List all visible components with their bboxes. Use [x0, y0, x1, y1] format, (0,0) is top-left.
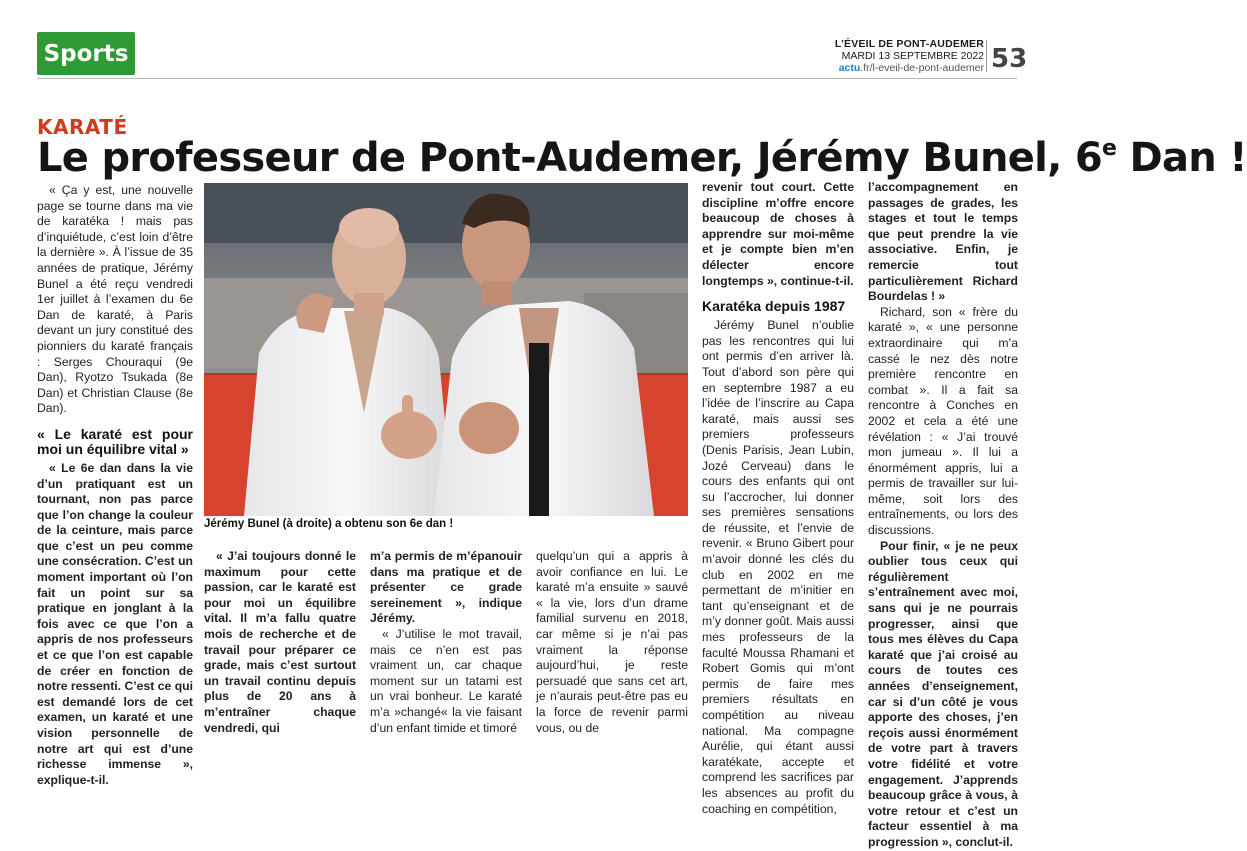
newspaper-header — [835, 38, 984, 74]
article-column-5 — [702, 180, 854, 817]
karate-photo-image — [204, 183, 688, 516]
top-rule — [37, 78, 1017, 79]
column-3-paragraph-1: m’a permis de m’épanouir dans ma pratique et de présenter ce grade sereinement », indique Jérémy. — [370, 549, 522, 626]
newspaper-site[interactable] — [835, 62, 984, 74]
site-path: .fr/l-eveil-de-pont-audemer — [860, 62, 984, 74]
article-column-1 — [37, 183, 193, 788]
header-divider — [986, 40, 987, 72]
headline-superscript: e — [1102, 136, 1117, 161]
article-column-3 — [370, 549, 522, 736]
section-label: Sports — [43, 40, 129, 67]
headline-main: Le professeur de Pont-Audemer, Jérémy Bunel, 6 — [37, 135, 1103, 181]
article-column-2 — [204, 549, 356, 736]
newspaper-name: L’ÉVEIL DE PONT-AUDEMER — [834, 38, 984, 50]
article-column-6 — [868, 180, 1018, 851]
column-5-paragraph-1: revenir tout court. Cette discipline m’offre encore beaucoup de choses à apprendre sur moi-même et je compte bien m’en délecter encore longtemps », continue-t-il. — [702, 180, 854, 288]
column-5-paragraph-2: Jérémy Bunel n’oublie pas les rencontres qui lui ont permis d’en arriver là. Tout d’abord son père qui en septembre 1987 a eu l’idée de l’inscrire au Capa karaté, mais aussi ses premiers professeurs (Denis Parisis, Jean Lubin, Jozé Cerveau) dans le cours des enfants qui ont su l’accrocher, lui donner ses premières sensations de réussite, et l’envie de revenir. « Bruno Gibert pour m’avoir donné les clés du club en 2002 en me permettant de m’initier en tant qu’enseignant et de m’y donner goût. Mais aussi mes professeurs de la faculté Moussa Rhamani et Robert Gomis qui m’ont permis de faire mes premiers résultats en compétition au niveau national. Ma compagne Aurélie, qui étant aussi karatékate, accepte et comprend les sacrifices par les absences au profit du coaching en compétition, — [702, 318, 854, 816]
column-6-paragraph-2: Richard, son « frère du karaté », « une personne extraordinaire qui m’a cassé le nez dès notre première rencontre en combat ». Il a fait sa rencontre à Conches en 2002 et cela a été une révélation : « J’ai trouvé mon jumeau ». Il lui a énormément appris, lui a permis de travailler sur lui-même, soit lors des entraînements, ou lors des discussions. — [868, 304, 1018, 538]
section-badge — [37, 32, 135, 75]
article-photo — [204, 183, 688, 516]
quote-paragraph: « Le 6e dan dans la vie d’un pratiquant est un tournant, non pas parce que l’on change la couleur de la ceinture, mais parce que c’est un peu comme une consécration. C’est un moment important où l’on fait un point sur sa pratique en jonglant à la fois avec ce que l’on a appris de nos professeurs et ce que l’on est capable de créer en fonction de notre ressenti. C’est ce qui est demandé lors de cet examen, un karaté et une vision personnelle de notre art qui est d’une richesse immense », explique-t-il. — [37, 460, 193, 787]
column-6-paragraph-1: l’accompagnement en passages de grades, les stages et tout le temps que peut prendre la vie associative. Enfin, je remercie tout particulièrement Richard Bourdelas ! » — [868, 180, 1018, 304]
column-6-paragraph-3: Pour finir, « je ne peux oublier tous ceux qui régulièrement s’entraînement avec moi, sans qui je ne pourrais progresser, ainsi que tous mes élèves du Capa karaté que j’ai croisé au cours de toutes ces années d’enseignement, car si d’un côté je vous apporte des choses, j’en reçois aussi énormément de votre part à travers votre fidélité et votre engagement. J’apprends beaucoup grâce à vous, à votre retour et c’est un facteur essentiel à ma progression », conclut-il. — [868, 538, 1018, 849]
page-number: 53 — [991, 44, 1028, 74]
column-2-paragraph: « J’ai toujours donné le maximum pour cette passion, car le karaté est pour moi un équilibre vital. Il m’a fallu quatre mois de recherche et de travail pour préparer ce grade, mais c’est surtout un travail continu depuis plus de 20 ans à m’entraîner chaque vendredi, qui — [204, 549, 356, 735]
article-kicker: KARATÉ — [37, 115, 128, 139]
article-headline — [37, 135, 1247, 181]
intro-paragraph: « Ça y est, une nouvelle page se tourne dans ma vie de karatéka ! mais pas d’inquiétude, c’est loin d’être la dernière ». À l’issue de 35 années de pratique, Jérémy Bunel a été reçu vendredi 1er juillet à l’examen du 6e Dan de karaté, à Paris devant un jury constitué des pionniers du karaté français : Serges Chouraqui (9e Dan), Ryotzo Tsukada (8e Dan) et Christian Clause (8e Dan). — [37, 183, 193, 416]
column-3-paragraph-2: « J’utilise le mot travail, mais ce n’en est pas vraiment un, car chaque moment sur un tatami est un vrai bonheur. Le karaté m’a »changé« la vie faisant d’un enfant timide et timoré — [370, 626, 522, 735]
article-column-4 — [536, 549, 688, 736]
issue-date: MARDI 13 SEPTEMBRE 2022 — [841, 50, 984, 62]
subheading-karateka: Karatéka depuis 1987 — [702, 298, 846, 315]
column-4-paragraph: quelqu’un qui a appris à avoir confiance en lui. Le karaté m’a ensuite » sauvé « la vie, lors d’un drame familial survenu en 2018, car même si je n’ai pas vraiment la réponse aujourd’hui, je reste persuadé que sans cet art, je n’aurais peut-être pas eu la force de revenir parmi vous, ou de — [536, 549, 688, 735]
headline-end: Dan ! — [1116, 135, 1247, 181]
photo-caption: Jérémy Bunel (à droite) a obtenu son 6e dan ! — [204, 518, 454, 530]
site-brand: actu — [838, 62, 861, 74]
subheading-equilibre: « Le karaté est pour moi un équilibre vital » — [37, 425, 193, 457]
